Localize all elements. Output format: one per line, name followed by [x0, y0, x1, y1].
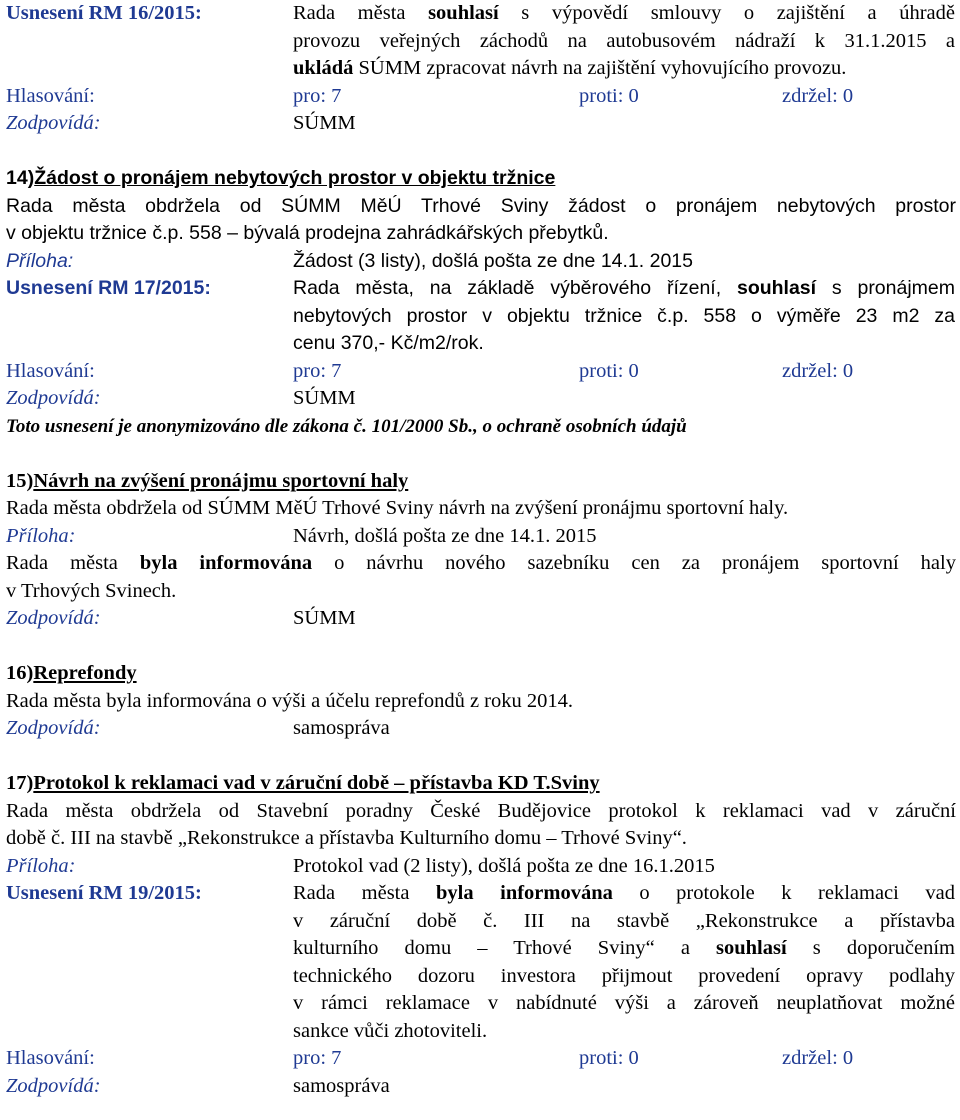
attachment-label: Příloha: — [6, 249, 74, 272]
resolution-17 — [6, 275, 956, 358]
resolution-line: ukládá SÚMM zpracovat návrh na zajištění vyhovujícího provozu. — [293, 57, 847, 79]
item-heading: 15)Návrh na zvýšení pronájmu sportovní haly — [6, 469, 409, 492]
responsible-value: samospráva — [293, 1074, 390, 1097]
item-body-line: Rada města byla informována o výši a účelu reprefondů z roku 2014. — [6, 689, 573, 712]
vote-pro: pro: 7 — [293, 359, 342, 382]
responsible-label: Zodpovídá: — [6, 387, 101, 409]
responsible-row — [6, 605, 956, 633]
responsible-row — [6, 110, 956, 138]
info-line: Rada města byla informována o návrhu nového sazebníku cen za pronájem sportovní haly — [6, 552, 956, 574]
responsible-value: SÚMM — [293, 112, 356, 134]
resolution-label: Usnesení RM 19/2015: — [6, 882, 202, 904]
vote-abstain: zdržel: 0 — [782, 1047, 854, 1069]
resolution-label: Usnesení RM 17/2015: — [6, 277, 211, 299]
vote-pro: pro: 7 — [293, 1047, 342, 1069]
resolution-line: nebytových prostor v objektu tržnice č.p. 558 o výměře 23 m2 za — [293, 304, 955, 327]
anonymization-note: Toto usnesení je anonymizováno dle zákona č. 101/2000 Sb., o ochraně osobních údajů — [6, 415, 687, 437]
resolution-line: technického dozoru investora přijmout provedení opravy podlahy — [293, 964, 955, 987]
vote-proti: proti: 0 — [579, 84, 639, 107]
vote-proti: proti: 0 — [579, 359, 639, 382]
item-body-line: Rada města obdržela od SÚMM MěÚ Trhové Sviny návrh na zvýšení pronájmu sportovní haly. — [6, 497, 789, 519]
vote-proti: proti: 0 — [579, 1047, 639, 1069]
item-body-line: v objektu tržnice č.p. 558 – bývalá prodejna zahrádkářských přebytků. — [6, 222, 609, 244]
resolution-line: provozu veřejných záchodů na autobusovém nádraží k 31.1.2015 a — [293, 29, 955, 52]
responsible-row — [6, 385, 956, 413]
vote-abstain: zdržel: 0 — [782, 359, 854, 382]
minutes-page — [6, 0, 956, 1100]
vote-label: Hlasování: — [6, 359, 95, 382]
responsible-row — [6, 1073, 956, 1101]
resolution-line: sankce vůči zhotoviteli. — [293, 1019, 488, 1042]
item-body-line: Rada města obdržela od SÚMM MěÚ Trhové Sviny žádost o pronájem nebytových prostor — [6, 194, 956, 217]
responsible-label: Zodpovídá: — [6, 1074, 101, 1097]
info-line: v Trhových Svinech. — [6, 579, 177, 602]
responsible-value: samospráva — [293, 717, 390, 739]
attachment-label: Příloha: — [6, 524, 76, 547]
responsible-row — [6, 715, 956, 743]
attachment-value: Žádost (3 listy), došlá pošta ze dne 14.1. 2015 — [293, 249, 693, 272]
resolution-16 — [6, 0, 956, 83]
responsible-label: Zodpovídá: — [6, 607, 101, 629]
resolution-line: Rada města souhlasí s výpovědí smlouvy o zajištění a úhradě — [293, 2, 955, 24]
vote-label: Hlasování: — [6, 84, 95, 107]
resolution-line: cenu 370,- Kč/m2/rok. — [293, 332, 484, 354]
item-body-line: době č. III na stavbě „Rekonstrukce a přístavba Kulturního domu – Trhové Sviny“. — [6, 827, 687, 849]
responsible-label: Zodpovídá: — [6, 112, 101, 134]
item-heading: 17)Protokol k reklamaci vad v záruční době – přístavba KD T.Sviny — [6, 772, 600, 794]
attachment-label: Příloha: — [6, 854, 76, 877]
vote-label: Hlasování: — [6, 1047, 95, 1069]
resolution-line: kulturního domu – Trhové Sviny“ a souhlasí s doporučením — [293, 937, 955, 959]
resolution-line: Rada města byla informována o protokole k reklamaci vad — [293, 882, 955, 904]
attachment-value: Návrh, došlá pošta ze dne 14.1. 2015 — [293, 524, 597, 547]
resolution-line: v rámci reklamace v nabídnuté výši a zároveň neuplatňovat možné — [293, 992, 955, 1014]
responsible-value: SÚMM — [293, 607, 356, 629]
attachment-row — [6, 523, 956, 551]
attachment-row — [6, 853, 956, 881]
item-heading: 14)Žádost o pronájem nebytových prostor v objektu tržnice — [6, 167, 556, 189]
resolution-line: v záruční době č. III na stavbě „Rekonstrukce a přístavba — [293, 909, 955, 932]
resolution-line: Rada města, na základě výběrového řízení, souhlasí s pronájmem — [293, 277, 956, 299]
vote-row — [6, 83, 956, 111]
resolution-19 — [6, 880, 956, 1045]
responsible-label: Zodpovídá: — [6, 717, 101, 739]
attachment-value: Protokol vad (2 listy), došlá pošta ze dne 16.1.2015 — [293, 854, 715, 877]
vote-abstain: zdržel: 0 — [782, 84, 854, 107]
resolution-label: Usnesení RM 16/2015: — [6, 2, 202, 24]
item-heading: 16)Reprefondy — [6, 662, 137, 684]
vote-row — [6, 1045, 956, 1073]
vote-pro: pro: 7 — [293, 84, 342, 107]
responsible-value: SÚMM — [293, 387, 356, 409]
item-body-line: Rada města obdržela od Stavební poradny České Budějovice protokol k reklamaci vad v záruční — [6, 799, 956, 822]
vote-row — [6, 358, 956, 386]
attachment-row — [6, 248, 956, 276]
